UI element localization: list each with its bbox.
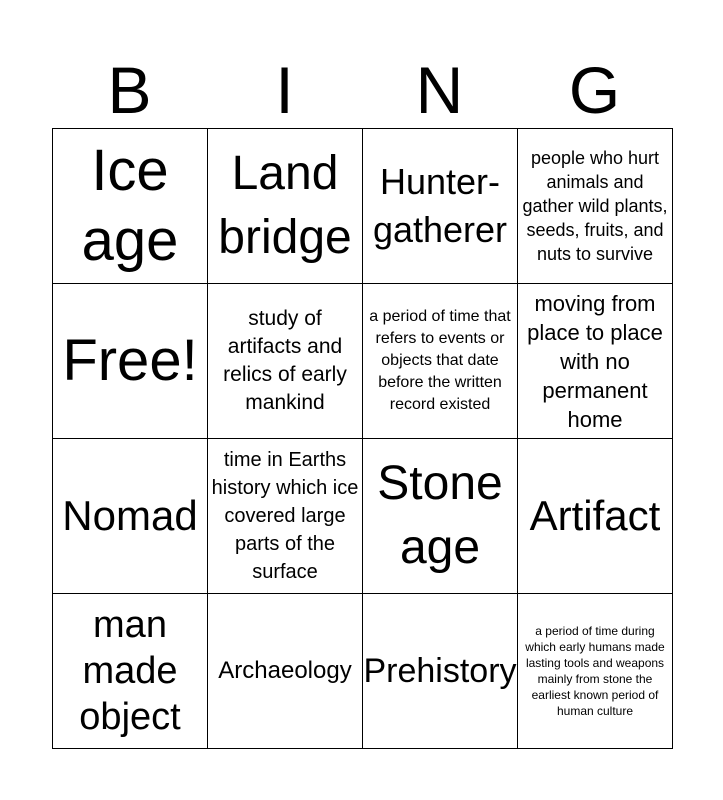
cell-text: man made object	[79, 604, 181, 738]
header-letter-n: N	[415, 53, 464, 127]
bingo-cell	[518, 439, 673, 594]
bingo-cell	[208, 284, 363, 439]
bingo-cell	[363, 439, 518, 594]
cell-text: a period of time that refers to events or objects that date before the written record existed	[369, 308, 511, 413]
bingo-cell	[208, 594, 363, 749]
bingo-cell	[208, 439, 363, 594]
free-space-cell	[53, 284, 208, 439]
cell-text: moving from place to place with no permanent home	[527, 290, 663, 432]
bingo-cell	[208, 129, 363, 284]
bingo-card-grid	[52, 128, 673, 749]
cell-text: Land bridge	[218, 147, 352, 264]
cell-text: a period of time during which early humans made lasting tools and weapons mainly from stone the earliest known period of human culture	[525, 624, 665, 718]
bingo-cell	[53, 439, 208, 594]
cell-text: Prehistory	[363, 652, 517, 690]
cell-text: Archaeology	[218, 657, 352, 684]
bingo-cell	[518, 129, 673, 284]
cell-text: Stone age	[377, 457, 503, 574]
bingo-cell	[363, 284, 518, 439]
bingo-cell	[363, 129, 518, 284]
cell-text: Artifact	[529, 492, 661, 539]
cell-text: time in Earths history which ice covered large parts of the surface	[211, 449, 359, 583]
cell-text: study of artifacts and relics of early mankind	[223, 307, 347, 414]
bingo-header	[52, 50, 672, 125]
bingo-cell	[53, 129, 208, 284]
header-letter-g: G	[568, 53, 621, 127]
header-letter-i: I	[275, 53, 294, 127]
bingo-cell	[363, 594, 518, 749]
free-space-text: Free!	[62, 328, 198, 393]
bingo-cell	[518, 594, 673, 749]
cell-text: Hunter-gatherer	[372, 161, 508, 250]
bingo-cell	[518, 284, 673, 439]
cell-text: Nomad	[62, 492, 198, 539]
header-letter-b: B	[107, 53, 152, 127]
cell-text: people who hurt animals and gather wild plants, seeds, fruits, and nuts to survive	[522, 148, 668, 264]
bingo-cell	[53, 594, 208, 749]
cell-text: Ice age	[81, 138, 179, 273]
